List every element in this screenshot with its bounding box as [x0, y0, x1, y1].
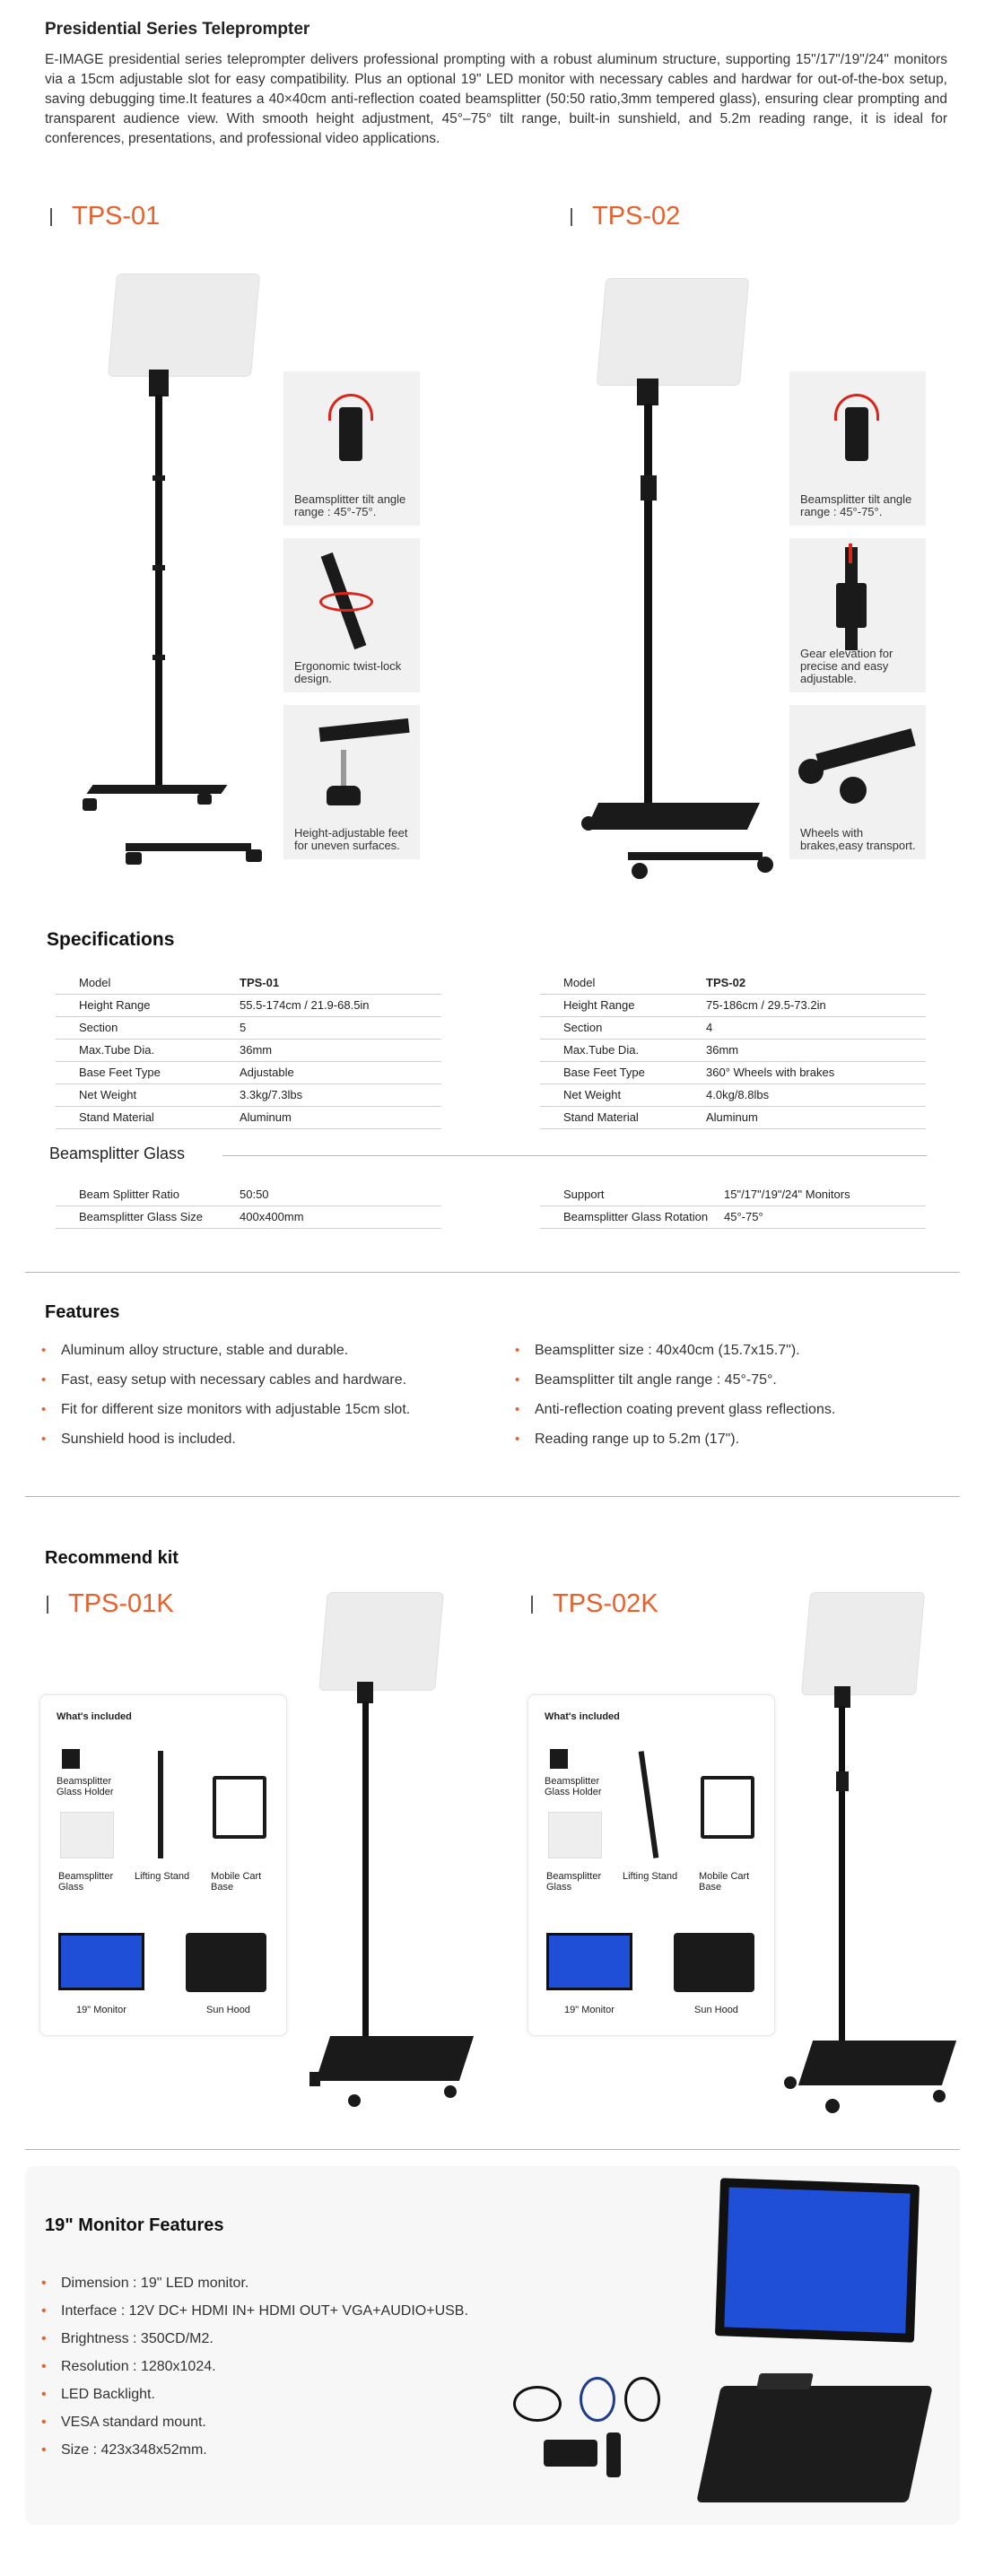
feature-item: • Beamsplitter size : 40x40cm (15.7x15.7"). [515, 1336, 954, 1365]
model-label-tps01 [50, 202, 160, 231]
monitor-screen [724, 2188, 910, 2334]
lifting-stand-image [639, 1751, 659, 1858]
detail-caption: Ergonomic twist-lock design. [294, 659, 402, 685]
spec-value: 4 [706, 1016, 926, 1039]
sun-hood-image [186, 1933, 266, 1992]
kit-item-label: Sun Hood [206, 2005, 250, 2015]
tps02k-product-image [779, 1592, 958, 2121]
tps01k-product-image [305, 1592, 475, 2112]
foot-screw-image [341, 750, 346, 786]
feature-item: • Fast, easy setup with necessary cables and hardware. [41, 1365, 490, 1395]
feature-item: • Aluminum alloy structure, stable and durable. [41, 1336, 490, 1365]
base-arm-image [815, 728, 915, 771]
wheel [581, 816, 596, 831]
monitor-back-image [696, 2386, 933, 2502]
lock-ring [153, 475, 165, 481]
detail-tilt-tps01 [283, 371, 420, 526]
glass-holder [834, 1686, 850, 1708]
rotate-arrow-icon [834, 394, 879, 421]
spec-key: Beamsplitter Glass Size [56, 1205, 240, 1228]
glass-image [548, 1812, 602, 1858]
glass-image [60, 1812, 114, 1858]
label-bar [50, 208, 52, 226]
spec-key: Height Range [540, 994, 706, 1016]
stand-base [586, 803, 760, 830]
kit-item-label: 19" Monitor [564, 2005, 615, 2015]
spec-table-tps01 [56, 971, 441, 1129]
glass-table-right [540, 1183, 926, 1229]
detail-caption: Beamsplitter tilt angle range : 45°-75°. [294, 492, 406, 518]
spec-value: TPS-01 [240, 971, 441, 994]
wheel [757, 857, 773, 873]
section-divider [25, 2149, 960, 2150]
up-arrow-icon [849, 544, 852, 563]
wheel [718, 805, 732, 820]
section-divider [25, 1272, 960, 1273]
kit-item-label: Lifting Stand [623, 1871, 678, 1882]
monitor-features-heading: 19" Monitor Features [45, 2215, 224, 2235]
stand-pole [155, 395, 162, 789]
section-divider [25, 1496, 960, 1497]
detail-caption: Wheels with brakes,easy transport. [800, 826, 916, 852]
beamsplitter-glass-heading: Beamsplitter Glass [49, 1144, 186, 1162]
detail-twistlock-tps01 [283, 538, 420, 692]
spec-value: 360° Wheels with brakes [706, 1061, 926, 1083]
monitor-feature-item: • Dimension : 19" LED monitor. [41, 2269, 544, 2297]
kit-label-text: TPS-02K [553, 1589, 658, 1618]
spec-key: Net Weight [56, 1083, 240, 1106]
page-title: Presidential Series Teleprompter [45, 20, 310, 39]
twist-arrow-icon [319, 592, 373, 612]
intro-paragraph: E-IMAGE presidential series teleprompter delivers professional prompting with a robust aluminum structure, supporting 15"/17"/19"/24" monitors via a 15cm adjustable slot for easy compatibility. Plus an optional 19" LED monitor with necessary cables and hardwar for out-of-the-box setup, saving debugging time.It features a 40×40cm anti-reflection coated beamsplitter (50:50 ratio,3mm tempered glass), ensuring clear prompting and transparent audience view. With smooth height adjustment, 45°–75° tilt range, built-in sunshield, and 5.2m reading range, it is ideal for conferences, presentations, and professional video applications. [45, 52, 947, 146]
rotate-arrow-icon [328, 394, 373, 421]
base-arm-image [318, 718, 409, 742]
feature-item: • Fit for different size monitors with adjustable 15cm slot. [41, 1395, 490, 1424]
spec-value: Aluminum [706, 1106, 926, 1128]
beamsplitter-glass [597, 278, 749, 386]
tps01-product-image [72, 269, 278, 879]
spec-key: Max.Tube Dia. [56, 1039, 240, 1061]
spec-key: Section [56, 1016, 240, 1039]
detail-caption: Gear elevation for precise and easy adjustable. [800, 647, 893, 685]
kit-item-label: 19" Monitor [76, 2005, 126, 2015]
spec-key: Stand Material [540, 1106, 706, 1128]
recommend-kit-heading: Recommend kit [45, 1548, 179, 1568]
cart-base [316, 2036, 474, 2081]
monitor-feature-item: • Resolution : 1280x1024. [41, 2353, 544, 2380]
spec-value: 3.3kg/7.3lbs [240, 1083, 441, 1106]
base-foot [309, 2072, 320, 2086]
model-label-text: TPS-02 [592, 202, 681, 231]
glass-holder-image [550, 1749, 568, 1769]
spec-value: 15"/17"/19"/24" Monitors [724, 1183, 926, 1205]
features-list-left [41, 1336, 490, 1454]
kit-label-tps01k [47, 1589, 174, 1619]
monitor-feature-item: • Interface : 12V DC+ HDMI IN+ HDMI OUT+ VGA+AUDIO+USB. [41, 2297, 544, 2325]
label-bar [571, 208, 572, 226]
spec-value: 55.5-174cm / 21.9-68.5in [240, 994, 441, 1016]
model-label-tps02 [571, 202, 680, 231]
kit-item-label: Mobile Cart Base [699, 1871, 750, 1893]
detail-caption: Beamsplitter tilt angle range : 45°-75°. [800, 492, 912, 518]
stand-base-arm [86, 785, 227, 794]
section-divider [222, 1155, 927, 1156]
spec-value: 5 [240, 1016, 441, 1039]
kit-label-text: TPS-01K [68, 1589, 174, 1618]
spec-key: Stand Material [56, 1106, 240, 1128]
stand-pole [362, 1701, 369, 2042]
wheel [632, 863, 648, 879]
kit-card-tps02k [527, 1694, 775, 2036]
whats-included-label: What's included [57, 1711, 132, 1722]
stand-pole [644, 404, 652, 807]
spec-table-tps02 [540, 971, 926, 1129]
foot-pad-image [327, 786, 361, 805]
beamsplitter-glass [801, 1592, 925, 1695]
base-foot [246, 849, 262, 862]
cart-base-image [701, 1776, 754, 1839]
label-bar [47, 1596, 48, 1614]
glass-holder [149, 370, 169, 396]
cart-base-image [213, 1776, 266, 1839]
spec-key: Section [540, 1016, 706, 1039]
kit-item-label: Beamsplitter Glass Holder [545, 1776, 602, 1797]
spec-value: Adjustable [240, 1061, 441, 1083]
detail-tilt-tps02 [789, 371, 926, 526]
wheel-image [840, 777, 867, 804]
stand-pole [839, 1706, 845, 2047]
stand-base-arm [126, 843, 251, 851]
features-list-right [515, 1336, 954, 1454]
spec-key: Beamsplitter Glass Rotation [540, 1205, 724, 1228]
kit-item-label: Beamsplitter Glass [546, 1871, 602, 1893]
cart-base [798, 2041, 956, 2085]
monitor-features-list [41, 2269, 544, 2464]
feature-item: • Beamsplitter tilt angle range : 45°-75°. [515, 1365, 954, 1395]
gear-box-image [836, 583, 867, 628]
kit-item-label: Lifting Stand [135, 1871, 190, 1882]
monitor-front-image [715, 2178, 920, 2343]
spec-key: Height Range [56, 994, 240, 1016]
kit-item-label: Sun Hood [694, 2005, 738, 2015]
sun-hood-image [674, 1933, 754, 1992]
base-foot [83, 798, 97, 811]
monitor-feature-item: • Brightness : 350CD/M2. [41, 2325, 544, 2353]
spec-value: 400x400mm [240, 1205, 441, 1228]
hdmi-cable-image [513, 2386, 562, 2422]
kit-item-label: Beamsplitter Glass [58, 1871, 114, 1893]
feature-item: • Reading range up to 5.2m (17"). [515, 1424, 954, 1454]
tps02-product-image [574, 269, 789, 888]
spec-key: Model [56, 971, 240, 994]
spec-key: Support [540, 1183, 724, 1205]
detail-gear-tps02 [789, 538, 926, 692]
monitor-feature-item: • LED Backlight. [41, 2380, 544, 2408]
spec-key: Max.Tube Dia. [540, 1039, 706, 1061]
spec-key: Net Weight [540, 1083, 706, 1106]
gear-box [641, 475, 657, 500]
monitor-feature-item: • Size : 423x348x52mm. [41, 2436, 544, 2464]
spec-key: Beam Splitter Ratio [56, 1183, 240, 1205]
base-foot [126, 852, 142, 865]
remote-control-image [606, 2432, 621, 2477]
glass-table-left [56, 1183, 441, 1229]
detail-wheels-tps02 [789, 705, 926, 859]
kit-item-label: Beamsplitter Glass Holder [57, 1776, 114, 1797]
beamsplitter-glass [318, 1592, 444, 1691]
detail-feet-tps01 [283, 705, 420, 859]
feature-item: • Anti-reflection coating prevent glass reflections. [515, 1395, 954, 1424]
base-foot [197, 794, 212, 805]
vga-cable-image [580, 2377, 615, 2422]
lock-ring [153, 655, 165, 660]
glass-holder-image [62, 1749, 80, 1769]
lifting-stand-image [158, 1751, 163, 1858]
spec-value: TPS-02 [706, 971, 926, 994]
gear-box [836, 1771, 849, 1791]
spec-key: Base Feet Type [540, 1061, 706, 1083]
wheel [825, 2099, 840, 2113]
monitor-feature-item: • VESA standard mount. [41, 2408, 544, 2436]
power-adapter-image [544, 2440, 597, 2467]
wheel [933, 2090, 946, 2102]
spec-value: 36mm [706, 1039, 926, 1061]
base-foot [444, 2085, 457, 2098]
base-foot [348, 2094, 361, 2107]
spec-value: 4.0kg/8.8lbs [706, 1083, 926, 1106]
wheel [784, 2076, 797, 2089]
feature-item: • Sunshield hood is included. [41, 1424, 490, 1454]
specifications-heading: Specifications [47, 929, 175, 950]
features-heading: Features [45, 1302, 120, 1322]
audio-cable-image [624, 2377, 660, 2422]
wheel-image [798, 759, 824, 784]
spec-value: 36mm [240, 1039, 441, 1061]
lock-ring [153, 565, 165, 570]
spec-value: 75-186cm / 29.5-73.2in [706, 994, 926, 1016]
glass-holder [357, 1682, 373, 1703]
spec-value: 50:50 [240, 1183, 441, 1205]
monitor-io-panel [756, 2373, 814, 2389]
kit-card-tps01k [39, 1694, 287, 2036]
spec-key: Base Feet Type [56, 1061, 240, 1083]
label-bar [531, 1596, 533, 1614]
model-label-text: TPS-01 [72, 202, 161, 231]
kit-label-tps02k [531, 1589, 658, 1619]
detail-caption: Height-adjustable feet for uneven surfaces. [294, 826, 408, 852]
accessories-image [499, 2377, 696, 2493]
glass-holder [637, 379, 658, 405]
spec-value: Aluminum [240, 1106, 441, 1128]
kit-item-label: Mobile Cart Base [211, 1871, 262, 1893]
stand-base-arm [628, 852, 763, 860]
spec-key: Model [540, 971, 706, 994]
spec-value: 45°-75° [724, 1205, 926, 1228]
whats-included-label: What's included [545, 1711, 620, 1722]
monitor-image [546, 1933, 632, 1990]
beamsplitter-glass [108, 274, 260, 377]
monitor-image [58, 1933, 144, 1990]
